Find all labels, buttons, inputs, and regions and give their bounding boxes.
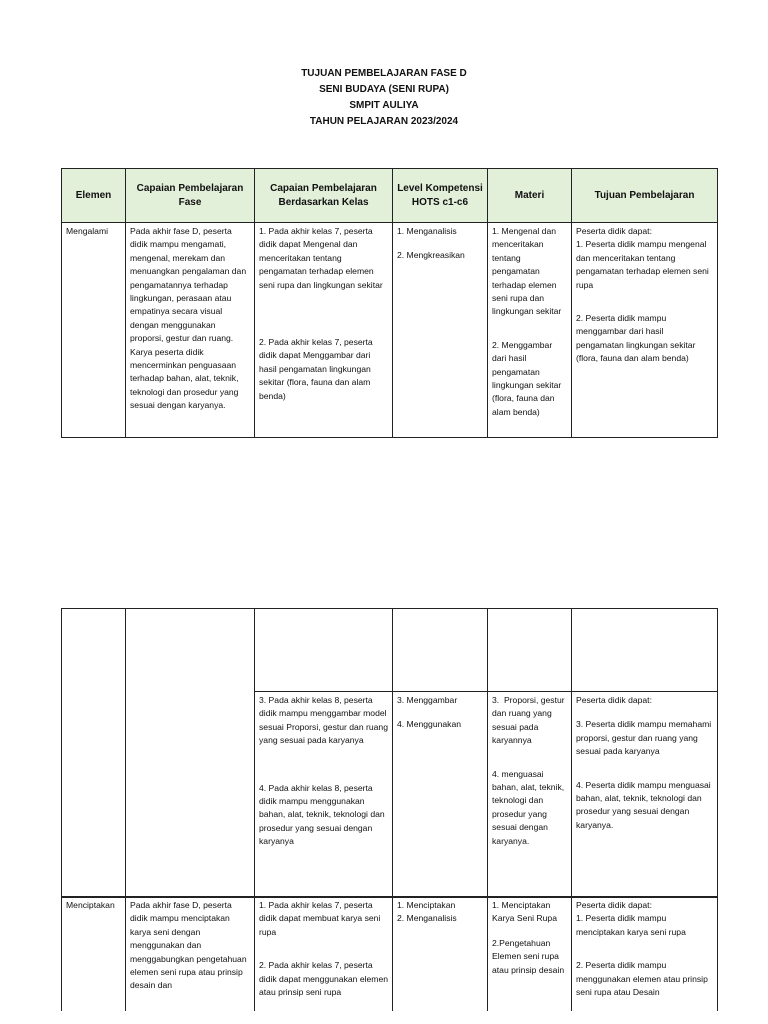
header-elemen: Elemen xyxy=(62,169,126,223)
header-materi: Materi xyxy=(488,169,572,223)
header-cp-fase: Capaian Pembelajaran Fase xyxy=(126,169,255,223)
cell-elemen: Menciptakan xyxy=(62,897,126,1012)
header-level: Level Kompetensi HOTS c1-c6 xyxy=(393,169,488,223)
cell-level: 1. Menganalisis 2. Mengkreasikan xyxy=(393,223,488,438)
cell-tujuan: Peserta didik dapat: 1. Peserta didik mampu menciptakan karya seni rupa 2. Peserta didik mampu menggunakan elemen atau prinsip seni rupa atau Desain xyxy=(572,897,718,1012)
header-tujuan: Tujuan Pembelajaran xyxy=(572,169,718,223)
cell-level: 1. Menciptakan 2. Menganalisis xyxy=(393,897,488,1012)
table-header-row xyxy=(62,169,718,223)
title-line-1: TUJUAN PEMBELAJARAN FASE D xyxy=(301,68,467,79)
cell-empty xyxy=(255,609,393,692)
cell-elemen xyxy=(62,609,126,898)
cell-materi: 3. Proporsi, gestur dan ruang yang sesuai pada karyannya 4. menguasai bahan, alat, teknik, teknologi dan prosedur yang sesuai dengan karyanya. xyxy=(488,692,572,898)
table-row xyxy=(62,223,718,438)
table-row xyxy=(62,897,718,1012)
cell-empty xyxy=(393,609,488,692)
title-line-2: SENI BUDAYA (SENI RUPA) xyxy=(319,84,449,95)
cell-elemen: Mengalami xyxy=(62,223,126,438)
cell-materi: 1. Mengenal dan menceritakan tentang pengamatan terhadap elemen seni rupa dan lingkungan sekitar 2. Menggambar dari hasil pengamatan lingkungan sekitar (flora, fauna dan alam benda) xyxy=(488,223,572,438)
learning-objectives-table-continued xyxy=(61,608,718,898)
cell-cp-kelas: 1. Pada akhir kelas 7, peserta didik dapat membuat karya seni rupa 2. Pada akhir kelas 7, peserta didik dapat menggunakan elemen atau prinsip seni rupa xyxy=(255,897,393,1012)
cell-cp-fase: Pada akhir fase D, peserta didik mampu menciptakan karya seni dengan menggunakan dan menggabungkan pengetahuan elemen seni rupa atau prinsip desain dan xyxy=(126,897,255,1012)
learning-objectives-table-menciptakan xyxy=(61,896,718,1011)
cell-cp-fase: Pada akhir fase D, peserta didik mampu mengamati, mengenal, merekam dan menuangkan pengalaman dan pengamatannya terhadap lingkungan, perasaan atau empatinya secara visual dengan menggunakan proporsi, gestur dan ruang. Karya peserta didik mencerminkan penguasaan terhadap bahan, alat, teknik, teknologi dan prosedur yang sesuai dengan karyanya. xyxy=(126,223,255,438)
learning-objectives-table xyxy=(61,168,718,438)
cell-tujuan: Peserta didik dapat: 3. Peserta didik mampu memahami proporsi, gestur dan ruang yang sesuai pada karyanya 4. Peserta didik mampu menguasai bahan, alat, teknik, teknologi dan prosedur yang sesuai dengan karyanya. xyxy=(572,692,718,898)
cell-materi: 1. Menciptakan Karya Seni Rupa 2.Pengetahuan Elemen seni rupa atau prinsip desain xyxy=(488,897,572,1012)
table-row xyxy=(62,609,718,692)
cell-cp-fase xyxy=(126,609,255,898)
cell-empty xyxy=(572,609,718,692)
cell-empty xyxy=(488,609,572,692)
cell-cp-kelas: 3. Pada akhir kelas 8, peserta didik mampu menggambar model sesuai Proporsi, gestur dan ruang yang sesuai pada karyanya 4. Pada akhir kelas 8, peserta didik mampu menggunakan bahan, alat, teknik, teknologi dan prosedur yang sesuai dengan karyanya xyxy=(255,692,393,898)
title-line-4: TAHUN PELAJARAN 2023/2024 xyxy=(309,116,459,127)
document-title xyxy=(0,66,768,130)
cell-tujuan: Peserta didik dapat: 1. Peserta didik mampu mengenal dan menceritakan tentang pengamatan terhadap elemen seni rupa 2. Peserta didik mampu menggambar dari hasil pengamatan lingkungan sekitar (flora, fauna dan alam benda) xyxy=(572,223,718,438)
cell-cp-kelas: 1. Pada akhir kelas 7, peserta didik dapat Mengenal dan menceritakan tentang pengamatan terhadap elemen seni rupa dan lingkungan sekitar 2. Pada akhir kelas 7, peserta didik dapat Menggambar dari hasil pengamatan lingkungan sekitar (flora, fauna dan alam benda) xyxy=(255,223,393,438)
header-cp-kelas: Capaian Pembelajaran Berdasarkan Kelas xyxy=(255,169,393,223)
title-line-3: SMPIT AULIYA xyxy=(349,100,419,111)
cell-level: 3. Menggambar 4. Menggunakan xyxy=(393,692,488,898)
